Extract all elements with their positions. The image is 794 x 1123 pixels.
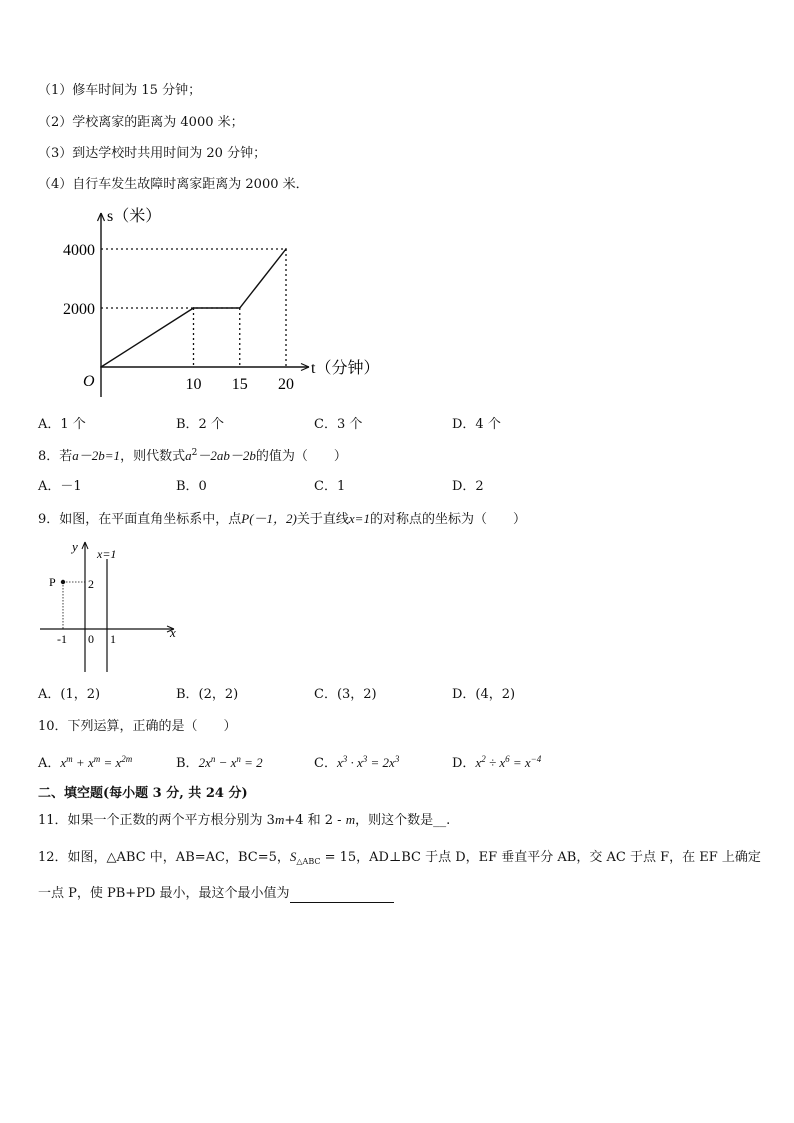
data-point [285,248,287,250]
x-value-1: 1 [110,632,116,646]
q8-option-c: C．1 [314,479,346,494]
q8-option-d: D．2 [452,479,484,494]
q8-suffix: 的值为（ ） [255,449,347,464]
q10-option-b [176,754,263,773]
y-axis-label: s（米） [107,208,162,225]
q8-prefix: 8．若 [38,449,73,464]
statement-4: （4）自行车发生故障时离家距离为 2000 米． [38,177,309,192]
y-tick-label: 2000 [63,301,95,318]
x-axis-label: t（分钟） [311,360,380,377]
q10-option-a [38,754,132,773]
q10-option-c-label: C． [314,756,337,771]
q12-line2: 一点 P，使 PB+PD 最小，最这个最小值为 [38,886,290,901]
q12-line1-pre: 12．如图，△ABC 中，AB=AC，BC=5， [38,850,290,865]
question-12-line-2 [38,885,394,903]
q9-point: P(－1，2) [241,511,297,526]
q12-area-sub: △ABC [296,857,321,866]
x-tick-label: 20 [278,376,294,393]
statement-1: （1）修车时间为 15 分钟； [38,83,202,98]
q9-text-mid: 关于直线 [296,512,349,527]
q8-mid: ，则代数式 [120,449,186,464]
distance-time-chart [45,203,385,403]
origin-label: O [83,373,95,390]
section-heading-fill-blank: 二、填空题(每小题 3 分, 共 24 分) [38,786,248,801]
q8-expr-a: a [185,448,192,463]
question-12-line-1 [38,848,761,867]
y-value-2: 2 [88,577,94,591]
q11-mid: +4 和 2 - [284,813,346,828]
q12-area-eq: = 15 [320,850,357,865]
y-label: y [72,539,78,554]
x-value-neg1: -1 [57,632,67,646]
q10-option-d-label: D． [452,756,476,771]
q7-option-d: D．4 个 [452,417,501,432]
q11-pre: 11．如果一个正数的两个平方根分别为 3 [38,813,275,828]
y-tick-label: 4000 [63,242,95,259]
x-tick-label: 15 [231,376,248,393]
q9-option-c: C．(3，2) [314,687,377,702]
q10-option-c-expr: $x^3 \cdot x^3 = 2x^3$ [336,754,400,770]
q8-condition: a－2b=1 [72,448,121,463]
q9-line: x=1 [348,511,370,526]
q12-line1-post: ，AD⊥BC 于点 D，EF 垂直平分 AB，交 AC 于点 F，在 EF 上确定 [356,850,761,865]
x-label: x [170,625,176,640]
question-9 [38,510,526,529]
q7-option-b: B．2 个 [176,417,224,432]
q8-option-b: B．0 [176,479,207,494]
q8-option-a: A．－1 [38,479,82,494]
question-11 [38,811,450,830]
question-8: 8．若a－2b=1，则代数式$a^2-2ab-2b$的值为（ ） [38,448,347,464]
q10-option-b-label: B． [176,756,199,771]
x-tick-label: 10 [185,376,202,393]
q12-area-s: S [289,849,297,864]
origin-0: 0 [88,632,94,646]
q8-expr-rest: －2ab－2b [197,448,256,463]
statement-2: （2）学校离家的距离为 4000 米； [38,115,244,130]
q7-option-c: C．3 个 [314,417,363,432]
q11-post: ，则这个数是__. [355,813,451,828]
q9-option-d: D．(4，2) [452,687,516,702]
line-label: x=1 [97,547,117,561]
q11-m1: m [274,812,285,827]
data-point [193,307,195,309]
statement-3: （3）到达学校时共用时间为 20 分钟； [38,146,267,161]
q10-option-d [452,754,541,773]
q9-text-pre: 9．如图，在平面直角坐标系中，点 [38,512,242,527]
q10-option-a-expr: $x^m + x^m = x^{2m}$ [60,754,133,770]
data-point [239,307,241,309]
q10-option-b-expr: $2x^n - x^n = 2$ [198,754,263,770]
p-label: P [49,575,56,589]
q7-option-a: A．1 个 [38,417,86,432]
q10-option-c [314,754,399,773]
q9-option-a: A．(1，2) [38,687,101,702]
q9-text-post: 的对称点的坐标为（ ） [369,512,526,527]
q10-option-d-expr: $x^2 \div x^6 = x^{-4}$ [475,754,542,770]
data-point [100,366,102,368]
q12-answer-blank [290,889,394,903]
point-p [61,580,65,584]
q11-m2: m [345,812,356,827]
q9-option-b: B．(2，2) [176,687,239,702]
coordinate-figure [36,536,186,676]
q10-option-a-label: A． [38,756,61,771]
question-10: 10．下列运算，正确的是（ ） [38,719,237,734]
